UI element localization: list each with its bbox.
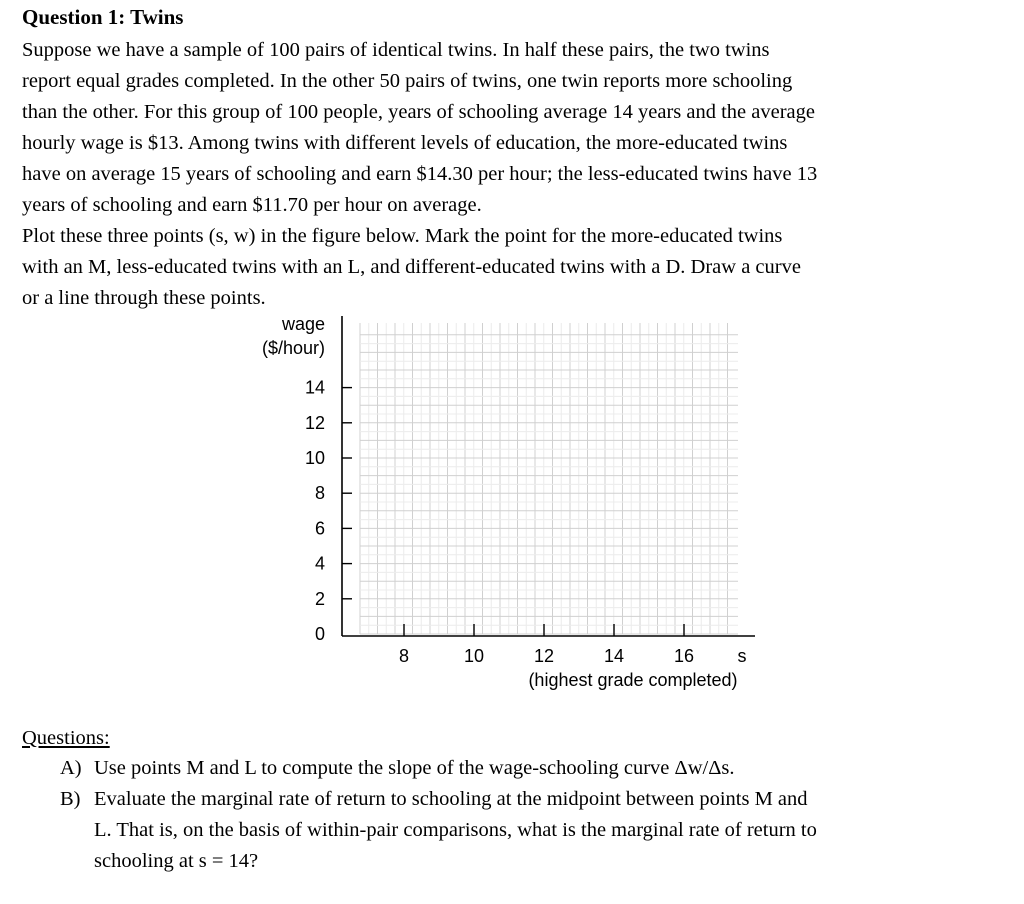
x-tick-label: 14 [603,646,625,666]
plot-instructions [22,221,1007,314]
question-line: Use points M and L to compute the slope of the wage-schooling curve Δw/Δs. [94,757,735,779]
instruction-line: or a line through these points. [22,287,266,309]
question-letter: B) [60,788,81,810]
paragraph-line: have on average 15 years of schooling and earn $14.30 per hour; the less-educated twins have 13 [22,163,818,185]
y-tick-label: 12 [304,412,325,433]
paragraph-line: years of schooling and earn $11.70 per hour on average. [22,194,482,216]
paragraph-line: report equal grades completed. In the other 50 pairs of twins, one twin reports more schooling [22,70,793,92]
chart-axes [305,316,755,666]
questions-heading: Questions: [22,727,110,749]
y-axis-unit-label: ($/hour) [261,338,325,358]
problem-description [22,35,1007,221]
y-tick-label: 0 [314,624,325,644]
instruction-line: with an M, less-educated twins with an L, and different-educated twins with a D. Draw a curve [22,256,801,278]
chart-grid [360,323,738,634]
paragraph-line: than the other. For this group of 100 people, years of schooling average 14 years and the average [22,101,815,123]
question-line: L. That is, on the basis of within-pair comparisons, what is the marginal rate of return to [94,819,817,841]
y-tick-label: 6 [314,518,325,539]
question-line: schooling at s = 14? [94,850,259,872]
instruction-line: Plot these three points (s, w) in the figure below. Mark the point for the more-educated twins [22,225,783,247]
paragraph-line: hourly wage is $13. Among twins with different levels of education, the more-educated twins [22,132,788,154]
x-tick-label: 10 [463,646,485,666]
x-axis-label: (highest grade completed) [528,670,738,690]
y-tick-label: 2 [314,588,325,609]
question-letter: A) [60,757,82,779]
y-tick-label: 8 [314,483,325,504]
question-line: Evaluate the marginal rate of return to schooling at the midpoint between points M and [94,788,808,810]
x-tick-label: 12 [533,646,555,666]
y-tick-label: 10 [304,448,325,468]
x-axis-variable: s [737,646,747,666]
x-tick-label: 16 [673,646,695,666]
x-tick-label: 8 [398,646,410,666]
y-tick-label: 14 [304,377,325,398]
paragraph-line: Suppose we have a sample of 100 pairs of identical twins. In half these pairs, the two twins [22,39,770,61]
y-axis-label: wage [281,314,325,334]
y-tick-label: 4 [314,553,325,574]
page-title: Question 1: Twins [22,5,184,29]
